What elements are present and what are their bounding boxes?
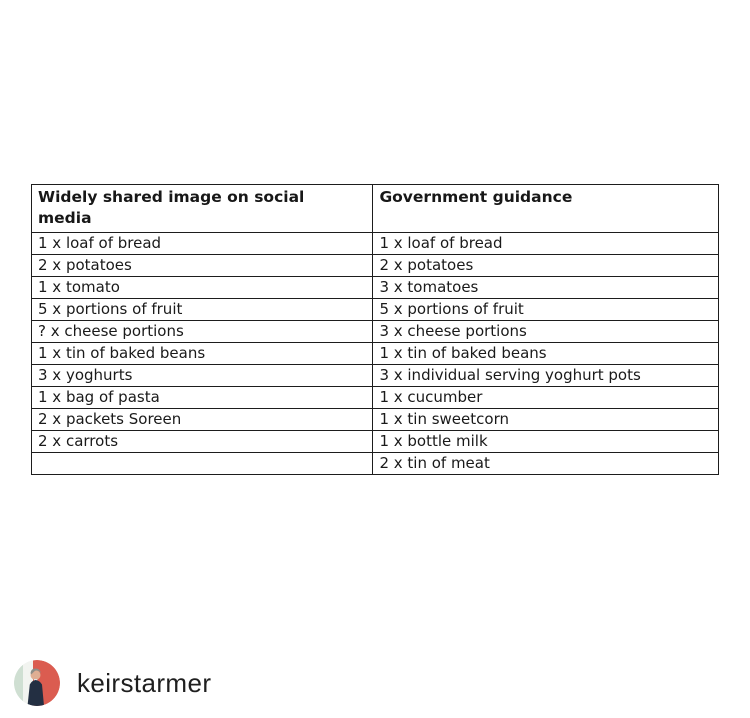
table-cell: 1 x cucumber bbox=[373, 387, 719, 409]
table-header-label: Widely shared image on social media bbox=[38, 188, 305, 227]
table-cell: 5 x portions of fruit bbox=[373, 299, 719, 321]
table-cell: 3 x yoghurts bbox=[32, 365, 373, 387]
table-cell: 2 x potatoes bbox=[373, 255, 719, 277]
avatar[interactable] bbox=[14, 660, 60, 706]
table-cell: 2 x packets Soreen bbox=[32, 409, 373, 431]
table-cell: 1 x loaf of bread bbox=[373, 233, 719, 255]
table-row bbox=[32, 299, 719, 321]
table-cell: 2 x tin of meat bbox=[373, 453, 719, 475]
table-row bbox=[32, 321, 719, 343]
table-cell: 5 x portions of fruit bbox=[32, 299, 373, 321]
table-cell: 3 x tomatoes bbox=[373, 277, 719, 299]
table-row bbox=[32, 343, 719, 365]
table-header-label: Government guidance bbox=[379, 188, 573, 206]
table-row bbox=[32, 453, 719, 475]
table-cell: 1 x tomato bbox=[32, 277, 373, 299]
table-cell: 1 x bag of pasta bbox=[32, 387, 373, 409]
table-cell: 1 x tin sweetcorn bbox=[373, 409, 719, 431]
table-header-row bbox=[32, 185, 719, 233]
table-cell bbox=[32, 453, 373, 475]
table-cell: 1 x loaf of bread bbox=[32, 233, 373, 255]
table-header-social-media bbox=[32, 185, 373, 233]
table-cell: 3 x individual serving yoghurt pots bbox=[373, 365, 719, 387]
comparison-table bbox=[31, 184, 719, 475]
table-cell: 1 x tin of baked beans bbox=[373, 343, 719, 365]
table-header-government bbox=[373, 185, 719, 233]
avatar-photo bbox=[14, 660, 60, 706]
table-cell: ? x cheese portions bbox=[32, 321, 373, 343]
table-cell: 2 x carrots bbox=[32, 431, 373, 453]
table-cell: 1 x bottle milk bbox=[373, 431, 719, 453]
table-row bbox=[32, 431, 719, 453]
table-cell: 1 x tin of baked beans bbox=[32, 343, 373, 365]
table-row bbox=[32, 277, 719, 299]
table-row bbox=[32, 255, 719, 277]
table-cell: 2 x potatoes bbox=[32, 255, 373, 277]
table-row bbox=[32, 387, 719, 409]
table-row bbox=[32, 365, 719, 387]
username[interactable]: keirstarmer bbox=[77, 667, 212, 698]
table-row bbox=[32, 409, 719, 431]
table-row bbox=[32, 233, 719, 255]
reposted-user-row bbox=[14, 660, 211, 706]
table-cell: 3 x cheese portions bbox=[373, 321, 719, 343]
